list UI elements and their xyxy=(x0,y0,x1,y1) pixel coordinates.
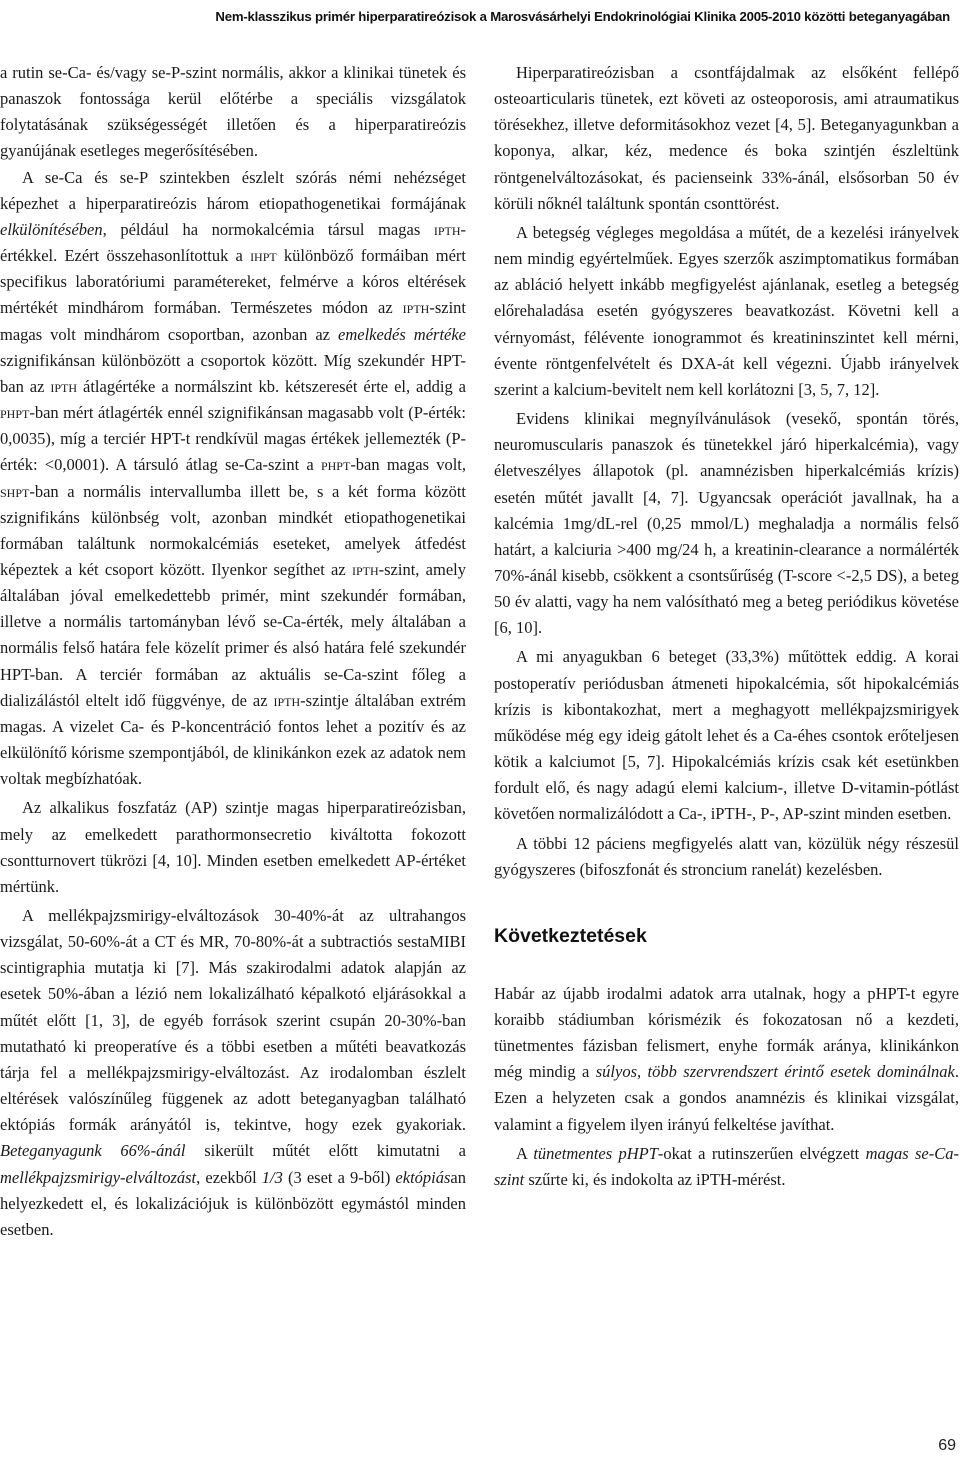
paragraph-treatment-guidelines: A betegség végleges megoldása a műtét, de a kezelési irányelvek nem mindig egyértelműek. Egyes szerzők aszimptomatikus formában az abláció helyett inkább megfigyelést ajánlanak, esetleg a betegség előrehaladása esetén gyógyszeres beavatkozást. Követni kell a vérnyomást, félévente ionogrammot és kreatininszintet kell mérni, évente röntgenfelvételt és DXA-át kell végezni. Újabb irányelvek szerint a kalcium-bevitelt nem kell korlátozni [3, 5, 7, 12]. xyxy=(494,222,959,399)
running-header: Nem-klasszikus primér hiperparatireózisok a Marosvásárhelyi Endokrinológiai Klinika 2005-2010 közötti beteganyagában xyxy=(215,9,950,24)
paragraph-imaging-localization: A mellékpajzsmirigy-elváltozások 30-40%-át az ultrahangos vizsgálat, 50-60%-át a CT és MR, 70-80%-át a subtractiós sestaMIBI scintigraphia mutatja ki [7]. Más szakirodalmi adatok alapján az esetek 50%-ában a lézió nem lokalizálható képalkotó eljárásokkal a műtét előtt [1, 3], de egyéb források szerint csupán 20-30%-ban mutatható ki preoperatíve és a többi esetben a műtéti beavatkozás tárja fel a mellékpajzsmirigy-elváltozást. Az irodalomban észlelt eltérések valószínűleg függenek az adott beteganyagban található ektópiás formák arányától is, tekintve, hogy ezek gyakoriak. Beteganyagunk 66%-ánál sikerült műtét előtt kimutatni a mellékpajzsmirigy-elváltozást, ezekből 1/3 (3 eset a 9-ből) ektópiásan helyezkedett el, és lokalizációjuk is különbözött egymástól minden esetben. xyxy=(0,906,467,1239)
left-column xyxy=(0,60,466,1243)
paragraph-conclusion-2: A tünetmentes pHPT-okat a rutinszerűen elvégzett magas se-Ca-szint szűrte ki, és indokolta az iPTH-mérést. xyxy=(494,1143,960,1189)
paragraph-bone-symptoms: Hiperparatireózisban a csontfájdalmak az elsőként fellépő osteoarticularis tünetek, ezt követi az osteoporosis, ami atraumatikus törésekhez, illetve deformitásokhoz vezet [4, 5]. Beteganyagunkban a koponya, alkar, kéz, medence és boka szintjén észleltünk röntgenelváltozásokat, és pacienseink 33%-ánál, elsősorban 50 év körüli nőknél találtunk spontán csonttörést. xyxy=(494,63,959,213)
paragraph-postoperative: A mi anyagukban 6 beteget (33,3%) műtöttek eddig. A korai postoperatív periódusban átmeneti hipokalcémia, sőt hipokalcémiás krízis is kibontakozhat, mert a meghagyott mellékpajzsmirigyek működése még egy ideig gátolt lehet és a Ca-éhes csontok erőteljesen kötik a kalciumot [5, 7]. Hipokalcémiás krízis csak két esetünkben fordult elő, és nagy adagú elemi kalcium-, illetve D-vitamin-pótlást követően normalizálódott a Ca-, iPTH-, P-, AP-szint minden esetben. xyxy=(494,647,959,824)
paragraph-alkaline-phosphatase: Az alkalikus foszfatáz (AP) szintje magas hiperparatireózisban, mely az emelkedett parathormonsecretio kiváltotta fokozott csontturnovert tükrözi [4, 10]. Minden esetben emelkedett AP-értéket mértünk. xyxy=(0,798,466,896)
paragraph-conclusion-1: Habár az újabb irodalmi adatok arra utalnak, hogy a pHPT-t egyre koraibb stádiumban kórismézik és fokozatosan nő a kezdeti, tünetmentes fázisban felismert, enyhe formák aránya, klinikánkon még mindig a súlyos, több szervrendszert érintő esetek dominálnak. Ezen a helyzeten csak a gondos anamnézis és klinikai vizsgálat, valamint a figyelem ilyen irányú felkeltése javíthat. xyxy=(494,983,960,1134)
paragraph-follow-up: A többi 12 páciens megfigyelés alatt van, közülük négy részesül gyógyszeres (bifoszfonát és stroncium ranelát) kezelésben. xyxy=(494,833,959,879)
paragraph-surgery-indications: Evidens klinikai megnyílvánulások (vesekő, spontán törés, neuromuscularis panaszok és tünetekkel járó hiperkalcémia), vagy életveszélyes állapotok (pl. anamnézisben hiperkalcémiás krízis) esetén műtét javallt [4, 7]. Ugyancsak operációt javallnak, ha a kalcémia 1mg/dL-rel (0,25 mmol/L) meghaladja a normális felső határt, a kalciuria >400 mg/24 h, a kreatinin-clearance a normálérték 70%-ánál kisebb, csökkent a csontsűrűség (T-score <-2,5 DS), a beteg 50 év alatti, vagy ha nem valósítható meg a beteg periódikus követése [6, 10]. xyxy=(494,409,959,638)
section-heading-conclusions: Következtetések xyxy=(494,924,647,947)
page-number: 69 xyxy=(938,1437,956,1454)
right-column xyxy=(494,60,959,1193)
paragraph-diagnosis-intro: a rutin se-Ca- és/vagy se-P-szint normális, akkor a klinikai tünetek és panaszok fontossága kerül előtérbe a speciális vizsgálatok folytatásának szükségességét illetően és a hiperparatireózis gyanújának esetleges megerősítésében. xyxy=(0,63,466,161)
paragraph-lab-comparison: A se-Ca és se-P szintekben észlelt szórás némi nehézséget képezhet a hiperparatireózis három etiopathogenetikai formájának elkülönítésében, például ha normokalcémia társul magas ipth-értékkel. Ezért összehasonlítottuk a ihpt különböző formáiban mért specifikus laboratóriumi paramétereket, felmérve a kóros eltérések mértékét mindhárom formában. Természetes módon az ipth-szint magas volt mindhárom csoportban, azonban az emelkedés mértéke szignifikánsan különbözött a csoportok között. Míg szekundér HPT-ban az ipth átlagértéke a normálszint kb. kétszeresét érte el, addig a phpt-ban mért átlagérték ennél szignifikánsan magasabb volt (P-érték: 0,0035), míg a terciér HPT-t rendkívül magas értékek jellemezték (P-érték: <0,0001). A társuló átlag se-Ca-szint a phpt-ban magas volt, shpt-ban a normális intervallumba illett be, s a két forma között szignifikáns különbség volt, azonban mindkét etiopathogenetikai formában találtunk normokalcémiás eseteket, amelyek átfedést képeztek a két csoport között. Ilyenkor segíthet az ipth-szint, amely általában jóval emelkedettebb primér, mint szekundér formában, illetve a normális tartományban lévő se-Ca-érték, mely általában a normális felső határa fele közelít primer és alsó határa felé szekundér HPT-ban. A terciér formában az aktuális se-Ca-szint főleg a dializálástól eltelt idő függvénye, de az ipth-szintje általában extrém magas. A vizelet Ca- és P-koncentráció fontos lehet a pozitív és az elkülönítő kórisme szempontjából, de klinikánkon ezek az adatok nem voltak megbízhatóak. xyxy=(0,167,467,789)
